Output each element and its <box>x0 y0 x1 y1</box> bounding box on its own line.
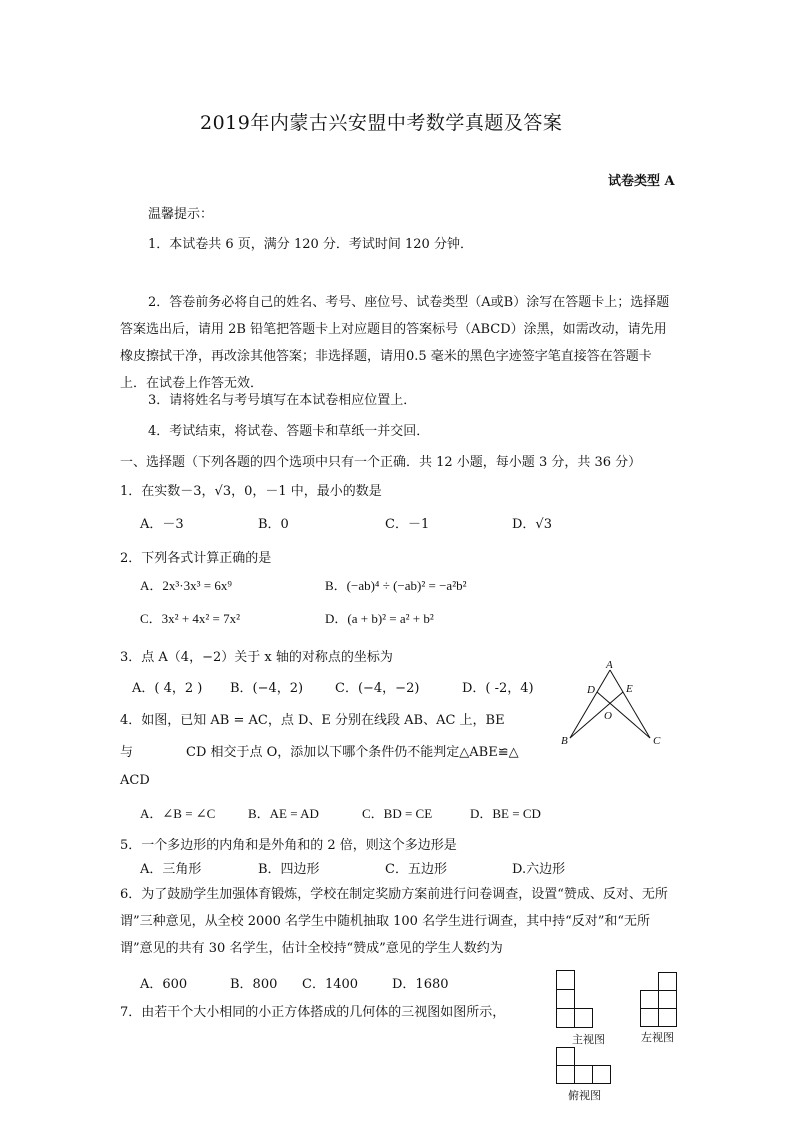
tip-2: 2．答卷前务必将自己的姓名、考号、座位号、试卷类型（A或B）涂写在答题卡上；选择题答案选出后，请用 2B 铅笔把答题卡上对应题目的答案标号（ABCD）涂黑，如需改动，请先用橡皮擦拭干净，再改涂其他答案；非选择题，请用0.5 毫米的黑色字迹签字笔直接答在答题卡上．在试卷上作答无效． <box>120 295 670 391</box>
q6-option-b: B．800 <box>230 977 278 992</box>
q4-triangle-figure <box>560 660 660 750</box>
q5-option-d: D.六边形 <box>512 862 566 877</box>
q3-stem: 3．点 A（4，−2）关于 x 轴的对称点的坐标为 <box>120 650 393 665</box>
q2-option-a: A．2x³·3x³ = 6x⁹ <box>140 578 232 593</box>
q1-option-a: A．－3 <box>140 517 184 532</box>
q3-option-a: A．( 4，2 ) <box>132 681 203 696</box>
paper-type: 试卷类型 A <box>608 174 675 189</box>
q5-option-c: C．五边形 <box>385 862 447 877</box>
q6-option-a: A．600 <box>140 977 188 992</box>
q7-stem: 7．由若干个大小相同的小正方体搭成的几何体的三视图如图所示， <box>120 1005 506 1020</box>
q3-option-d: D．( -2，4) <box>462 681 534 696</box>
q4-label-a: A <box>606 659 613 671</box>
tips-heading: 温馨提示： <box>148 207 214 222</box>
section-heading: 一、选择题（下列各题的四个选项中只有一个正确．共 12 小题，每小题 3 分，共 36 分） <box>120 455 642 470</box>
q7-top-view-label: 俯视图 <box>568 1089 601 1102</box>
q2-stem: 2．下列各式计算正确的是 <box>120 551 272 566</box>
q6-option-d: D．1680 <box>392 977 449 992</box>
q5-stem: 5．一个多边形的内角和是外角和的 2 倍，则这个多边形是 <box>120 838 457 853</box>
q7-left-view <box>640 972 690 1034</box>
q4-stem-line3: ACD <box>120 773 150 788</box>
q6-stem: 6．为了鼓励学生加强体育锻炼，学校在制定奖励方案前进行问卷调查，设置“赞成、反对、无所谓”三种意见，从全校 2000 名学生中随机抽取 100 名学生进行调查，其中持“反对”和“无所谓”意见的共有 30 名学生，估计全校持“赞成”意见的学生人数约为 <box>120 887 668 956</box>
q3-option-c: C．(−4，−2) <box>335 681 420 696</box>
q5-option-a: A．三角形 <box>140 862 202 877</box>
q4-option-b: B．AE = AD <box>248 806 319 821</box>
q4-label-c: C <box>653 735 661 747</box>
page-title: 2019年内蒙古兴安盟中考数学真题及答案 <box>200 112 563 134</box>
q6-option-c: C．1400 <box>302 977 359 992</box>
q2-option-b: B．(−ab)⁴ ÷ (−ab)² = −a²b² <box>325 578 467 593</box>
q7-front-view-label: 主视图 <box>572 1033 605 1046</box>
q7-left-view-label: 左视图 <box>641 1031 674 1044</box>
q1-stem: 1．在实数－3，√3，0，－1 中，最小的数是 <box>120 484 382 499</box>
tip-4: 4．考试结束，将试卷、答题卡和草纸一并交回． <box>148 424 430 439</box>
q4-stem-line2: CD 相交于点 O，添加以下哪个条件仍不能判定△ABE≌△ <box>186 745 519 760</box>
q4-stem-line1: 4．如图，已知 AB = AC，点 D、E 分别在线段 AB、AC 上，BE <box>120 713 505 728</box>
q4-option-c: C．BD = CE <box>362 806 433 821</box>
q7-top-view <box>556 1047 620 1091</box>
q4-label-e: E <box>626 683 633 695</box>
q2-option-d: D．(a + b)² = a² + b² <box>325 611 434 626</box>
tip-3: 3．请将姓名与考号填写在本试卷相应位置上． <box>148 393 417 408</box>
q1-option-c: C．－1 <box>385 517 430 532</box>
q1-option-d: D．√3 <box>512 517 552 532</box>
q4-label-o: O <box>604 710 612 722</box>
q5-option-b: B．四边形 <box>258 862 320 877</box>
q4-option-d: D．BE = CD <box>470 806 541 821</box>
q4-stem-line2-start: 与 <box>120 745 134 760</box>
q7-front-view <box>556 970 606 1032</box>
q4-label-b: B <box>561 735 568 747</box>
q4-option-a: A．∠B = ∠C <box>140 806 216 821</box>
q2-option-c: C．3x² + 4x² = 7x² <box>140 611 241 626</box>
tip-1: 1．本试卷共 6 页，满分 120 分．考试时间 120 分钟． <box>148 237 473 252</box>
q3-option-b: B．(−4，2) <box>230 681 304 696</box>
q4-label-d: D <box>587 684 595 696</box>
q1-option-b: B．0 <box>258 517 289 532</box>
